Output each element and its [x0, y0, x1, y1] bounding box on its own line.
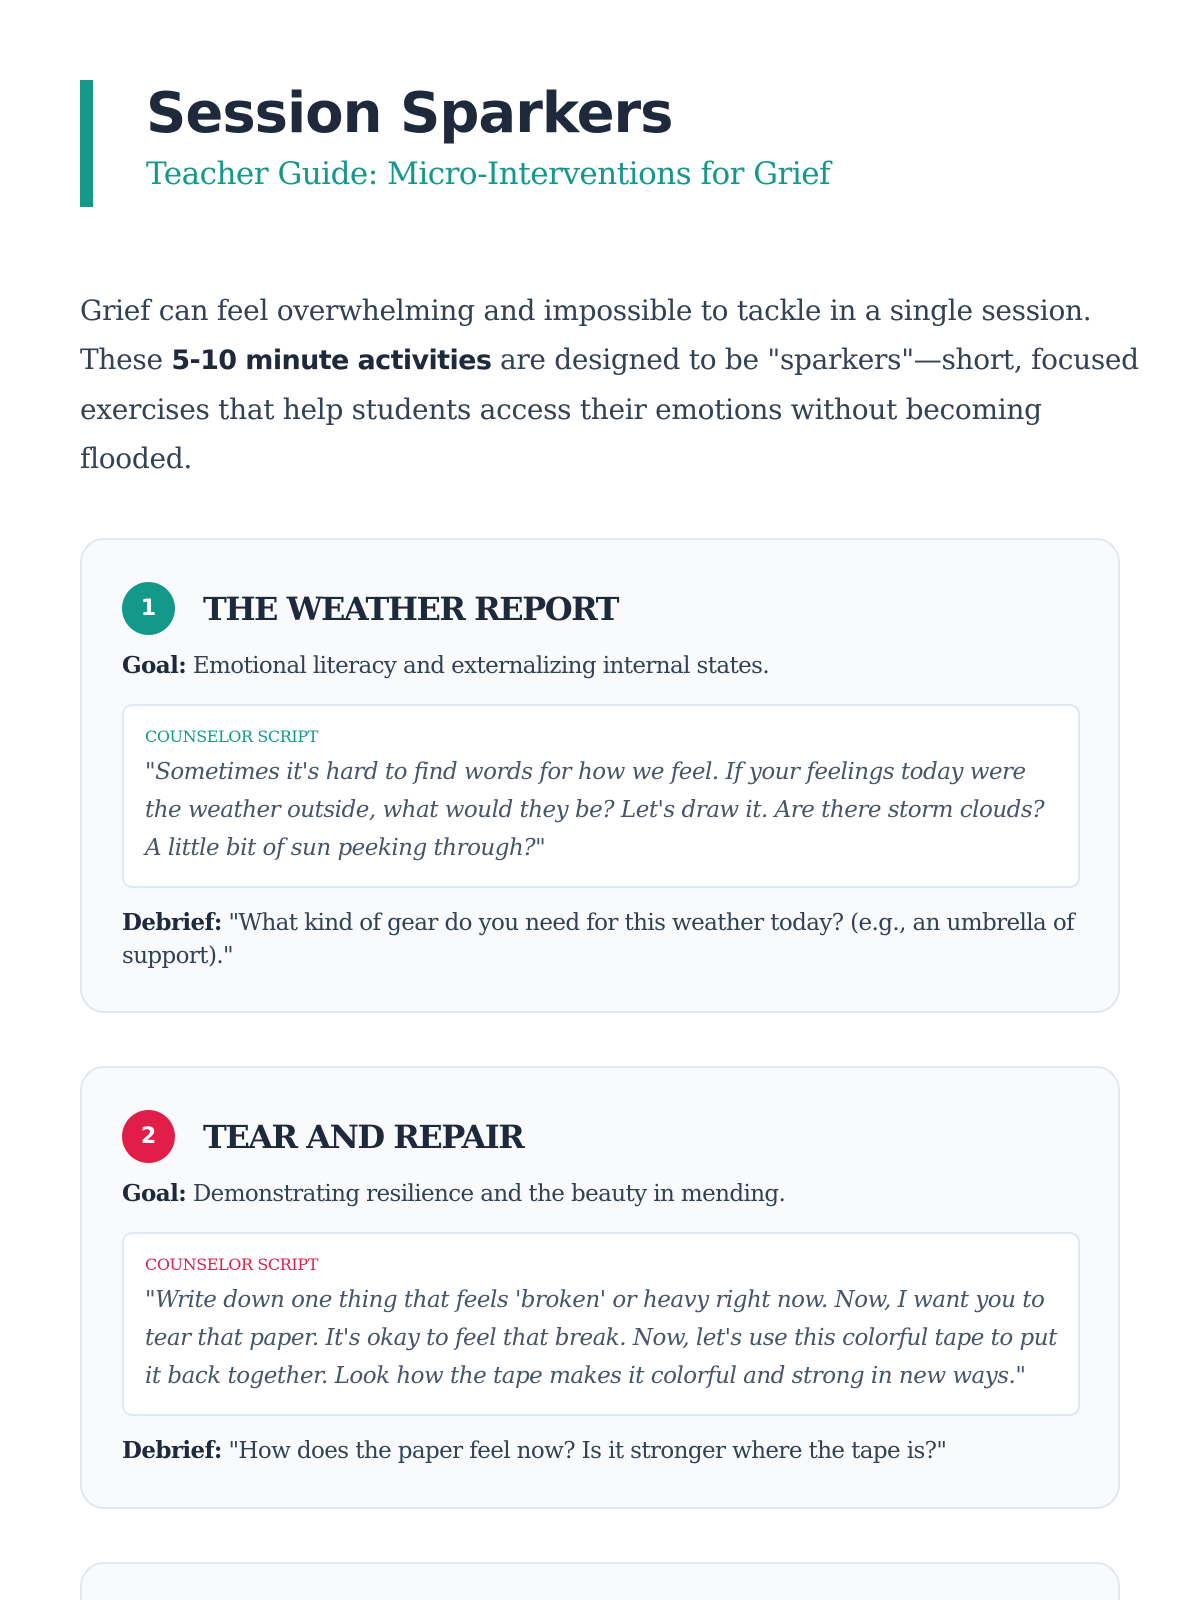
activity-goal	[122, 652, 769, 679]
activity-title: THE WEATHER REPORT	[203, 589, 618, 628]
goal-label: Goal:	[122, 652, 187, 679]
goal-label: Goal:	[122, 1180, 187, 1207]
activity-title: TEAR AND REPAIR	[203, 1117, 524, 1156]
script-label: COUNSELOR SCRIPT	[145, 1255, 318, 1274]
activity-number-badge: 2	[122, 1110, 175, 1163]
script-text: "Sometimes it's hard to find words for how we feel. If your feelings today were the weather outside, what would they be? Let's draw it. Are there storm clouds? A little bit of sun peeking through?"	[145, 759, 1045, 861]
activity-heading	[122, 582, 618, 635]
debrief-text: "What kind of gear do you need for this weather today? (e.g., an umbrella of support)."	[122, 910, 1074, 969]
debrief-label: Debrief:	[122, 909, 222, 936]
goal-text: Demonstrating resilience and the beauty in mending.	[186, 1181, 786, 1207]
debrief-text: "How does the paper feel now? Is it stronger where the tape is?"	[221, 1438, 947, 1464]
script-label: COUNSELOR SCRIPT	[145, 727, 318, 746]
debrief-label: Debrief:	[122, 1437, 222, 1464]
activity-number-badge: 1	[122, 582, 175, 635]
activity-goal	[122, 1180, 785, 1207]
intro-text-after: are designed to be "sparkers"—short, focused exercises that help students access their emotions without becoming flooded.	[80, 343, 1139, 475]
page-title: Session Sparkers	[146, 81, 673, 146]
activity-card-tear-and-repair	[80, 1066, 1120, 1509]
page-header	[80, 80, 830, 207]
activity-heading	[122, 1110, 523, 1163]
counselor-script-box	[122, 704, 1080, 888]
intro-paragraph	[80, 286, 1140, 483]
intro-emphasis: 5-10 minute activities	[171, 345, 492, 376]
intro-text-before: Grief can feel overwhelming and impossible to tackle in a single session. These	[80, 294, 1092, 376]
activity-card-weather-report	[80, 538, 1120, 1013]
goal-text: Emotional literacy and externalizing internal states.	[186, 653, 770, 679]
activity-debrief	[122, 906, 1082, 973]
page-subtitle: Teacher Guide: Micro-Interventions for Grief	[146, 156, 831, 192]
counselor-script-box	[122, 1232, 1080, 1416]
activity-debrief	[122, 1434, 1082, 1468]
script-text: "Write down one thing that feels 'broken' or heavy right now. Now, I want you to tear that paper. It's okay to feel that break. Now, let's use this colorful tape to put it back together. Look how the tape makes it colorful and strong in new ways."	[145, 1287, 1057, 1389]
activity-card-partial	[80, 1562, 1120, 1600]
